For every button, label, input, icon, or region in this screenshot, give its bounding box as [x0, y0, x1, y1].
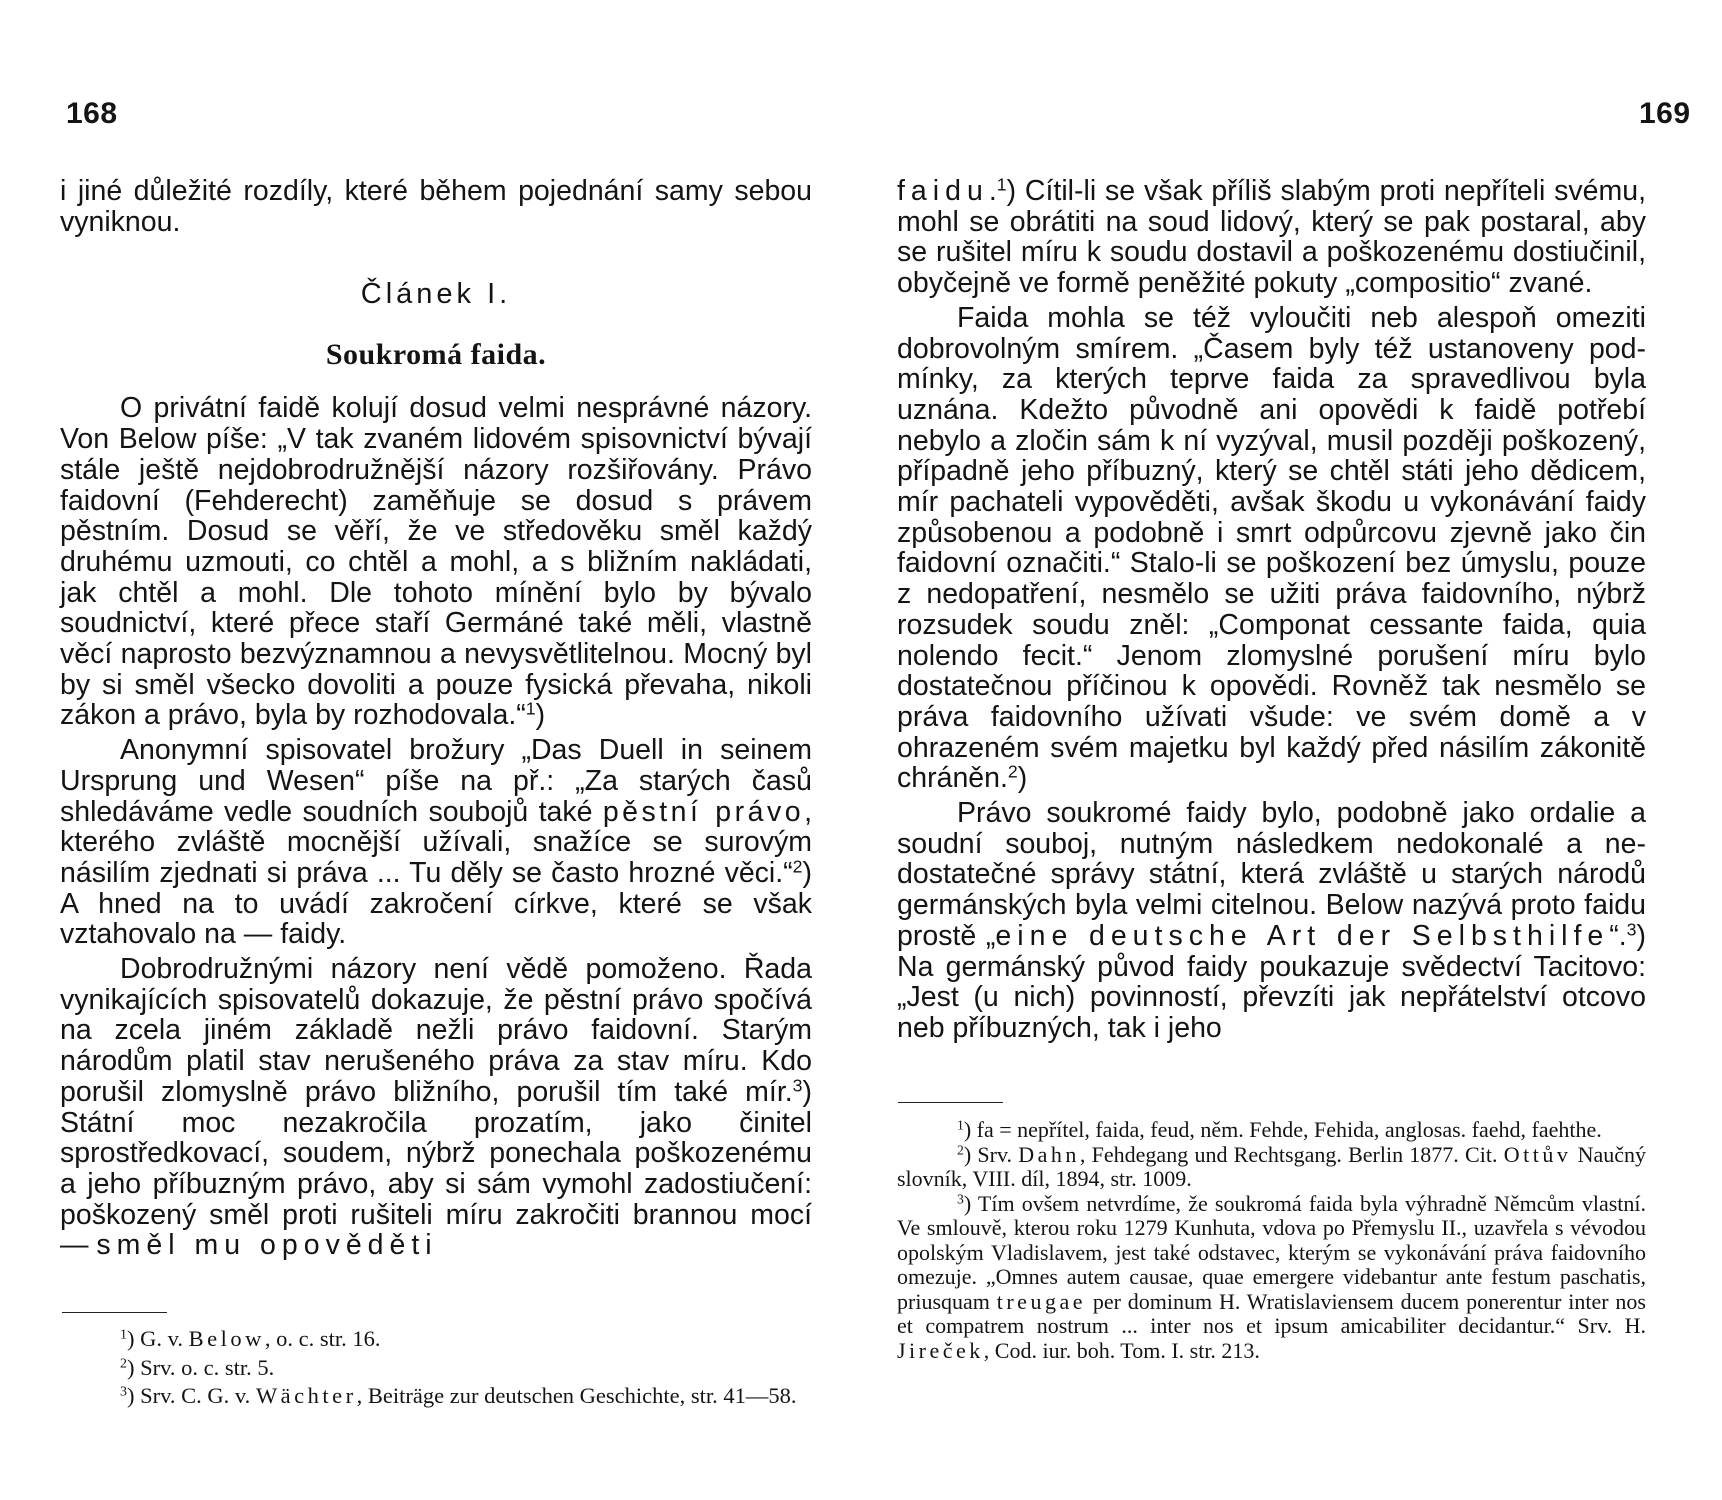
footnote-number: 2: [957, 1142, 964, 1157]
intro-paragraph: i jiné důležité rozdíly, které během pojednání samy sebou vyniknou.: [60, 175, 812, 238]
footnote-text: ) G. v.: [126, 1326, 189, 1351]
text-run: Právo soukromé faidy bylo, podobně jako ordalie a soudní souboj, nutným následkem nedokonalé a nedostatečné správy státní, která zvláště u starých národů germánských byla velmi citelnou. Below nazývá proto faidu prostě „: [897, 797, 1646, 952]
text-run: ): [1017, 762, 1028, 795]
text-run: “.: [1609, 919, 1627, 952]
footnote-number: 1: [957, 1117, 964, 1133]
paragraph: [60, 393, 812, 731]
spaced-name: Wächter: [255, 1383, 357, 1408]
footnote-ref: 1: [525, 698, 536, 719]
page-number: 168: [66, 97, 118, 130]
footnote-ref: 2: [792, 856, 803, 877]
footnote-divider: [62, 1312, 167, 1313]
text-run: ): [535, 699, 546, 732]
paragraph: [60, 954, 812, 1261]
text-run: , kterého zvláště mocnější užívali, snažíce se surovým násilím zjednati si práva ... Tu děly se často hrozné věci.“: [60, 795, 812, 889]
paragraph: [60, 735, 812, 950]
footnote: [897, 1143, 1646, 1192]
left-text-column: [60, 176, 812, 1261]
text-run: ) Na germánský původ faidy poukazuje svědectví Tacitovo: „Jest (u nich) povinností, převzíti jak nepřátelství otcovo neb příbuzných, tak i jeho: [897, 919, 1646, 1044]
text-run: ) Cítil-li se však příliš slabým proti nepříteli svému, mohl se obrátiti na soud lidový, který se pak postaral, aby se rušitel míru k soudu dostavil a poškozenému dostiučinil, obyčejně ve formě peněžité pokuty „compositio“ zvané.: [897, 175, 1646, 300]
footnote: [60, 1382, 812, 1411]
spaced-name: treugae: [996, 1288, 1086, 1314]
right-page: [861, 0, 1722, 1500]
spaced-name: Jireček: [897, 1337, 984, 1363]
spaced-emphasis: pěstní právo: [602, 795, 805, 828]
spaced-name: Dahn: [1018, 1141, 1080, 1167]
text-run: .: [988, 175, 997, 207]
paragraph: [897, 303, 1646, 794]
text-run: Dobrodružnými názory není vědě pomoženo. Řada vynikajících spisovatelů dokazuje, že pěstní právo spočívá na zcela jiném základě nežli právo faidovní. Starým národům platil stav nerušeného práva za stav míru. Kdo porušil zlomyslně právo bližního, porušil tím také mír.: [60, 953, 812, 1108]
footnote-text: , Cod. iur. boh. Tom. I. str. 213.: [983, 1337, 1260, 1363]
footnote-text: , Beiträge zur deutschen Geschichte, str. 41—58.: [356, 1383, 797, 1408]
footnotes: [897, 1118, 1646, 1363]
footnote: [897, 1192, 1646, 1364]
spaced-emphasis: směl mu opověděti: [96, 1229, 438, 1262]
spaced-name: Below: [188, 1326, 265, 1351]
footnote-text: per dominum H. Wratislaviensem ducem ponerentur inter nos et compatrem nostrum ... inter nos et ipsum amicabiliter decidantur.“ Srv. H.: [897, 1288, 1646, 1338]
spaced-name: Ottův: [1503, 1141, 1572, 1167]
footnote-text: , Fehdegang und Rechtsgang. Berlin 1877. Cit.: [1079, 1141, 1504, 1167]
right-text-column: [897, 176, 1646, 1044]
footnote-number: 3: [120, 1384, 127, 1400]
footnote-text: ) Srv.: [963, 1141, 1019, 1167]
page-number: 169: [1639, 97, 1691, 130]
footnote-text: ) fa = nepřítel, faida, feud, něm. Fehde, Fehida, anglosas. faehd, faehthe.: [963, 1117, 1602, 1142]
footnote-text: ) Srv. o. c. str. 5.: [126, 1354, 275, 1380]
article-heading: Článek I.: [360, 278, 512, 311]
footnote-text: ) Tím ovšem netvrdíme, že soukromá faida byla výhradně Němcům vlastní. Ve smlouvě, kterou roku 1279 Kunhuta, vdova po Přemyslu II., uzavřela s vévodou opolským Vladislavem, jest také odstavec, kterým se vykonávání práva faidovního omezuje. „Omnes autem causae, quae emergere videbantur ante festum paschatis, priusquam: [897, 1190, 1646, 1314]
footnote: [897, 1118, 1646, 1143]
footnote-number: 2: [120, 1355, 127, 1371]
footnote-text: Naučný slovník, VIII. díl, 1894, str. 1009.: [897, 1141, 1646, 1191]
paragraph: [897, 798, 1646, 1044]
footnote-ref: 1: [996, 174, 1007, 195]
section-title: Soukromá faida.: [325, 338, 547, 372]
footnote: [60, 1354, 812, 1383]
footnote-divider: [898, 1102, 1003, 1103]
text-run: ) Státní moc nezakročila prozatím, jako činitel sprostředkovací, soudem, nýbrž ponechala poškozenému a jeho příbuzným právo, aby si sám vymohl zadostiučení: poškozený směl proti rušiteli míru zakročiti brannou mocí —: [60, 1075, 812, 1262]
paragraph: [897, 176, 1646, 299]
text-run: ) A hned na to uvádí zakročení církve, které se však vztahovalo na — faidy.: [60, 856, 812, 951]
footnote-text: , o. c. str. 16.: [264, 1326, 381, 1351]
footnote-number: 3: [957, 1191, 964, 1206]
spaced-emphasis: faidu: [897, 175, 989, 207]
spaced-emphasis: eine deutsche Art der Selbsthilfe: [995, 919, 1610, 952]
footnote-number: 1: [120, 1327, 127, 1343]
footnote-ref: 3: [792, 1075, 803, 1096]
footnote-ref: 3: [1626, 919, 1637, 940]
footnotes: [60, 1325, 812, 1411]
text-run: O privátní faidě kolují dosud velmi nesprávné názory. Von Below píše: „V tak zvaném lidovém spisovnictví bývají stále ještě nejdobrodružnější názory rozšiřovány. Právo faidovní (Fehderecht) zaměňuje se dosud s právem pěstním. Dosud se věří, že ve středověku směl každý druhému uzmouti, co chtěl a mohl, a s bližním nakládati, jak chtěl a mohl. Dle tohoto mínění bylo by bývalo soudnictví, které přece staří Germáné také měli, vlastně věcí naprosto bezvýznamnou a nevysvětlitelnou. Mocný byl by si směl všecko dovoliti a pouze fysická převaha, nikoli zákon a právo, byla by rozhodovala.“: [60, 392, 812, 732]
footnote-ref: 2: [1007, 761, 1018, 782]
footnote-text: ) Srv. C. G. v.: [126, 1383, 256, 1408]
text-run: Anonymní spisovatel brožury „Das Duell in seinem Ursprung und Wesen“ píše na př.: „Za starých časů shledáváme vedle soudních soubojů také: [60, 734, 812, 828]
text-run: Faida mohla se též vyloučiti neb alespoň omeziti dobrovolným smírem. „Časem byly též ustanoveny podmínky, za kterých teprve faida za spravedlivou byla uznána. Kdežto původně ani opovědi k faidě potřebí nebylo a zločin sám k ní vyzýval, musil později poškozený, případně jeho příbuzný, který se chtěl státi jeho dědicem, mír pachateli vypověděti, avšak škodu u vykonávání faidy způsobenou a podobně i smrt odpůrcovu zjevně jako čin faidovní označiti.“ Stalo-li se poškození bez úmyslu, pouze z nedopatření, nesmělo se užiti práva faidovního, nýbrž rozsudek soudu zněl: „Componat cessante faida, quia nolendo fecit.“ Jenom zlomyslné porušení míru bylo dostatečnou příčinou k opovědi. Rovněž tak nesmělo se práva faidovního užívati všude: ve svém domě a v ohrazeném svém majetku byl každý před násilím zákonitě chráněn.: [897, 301, 1646, 795]
footnote: [60, 1325, 812, 1354]
